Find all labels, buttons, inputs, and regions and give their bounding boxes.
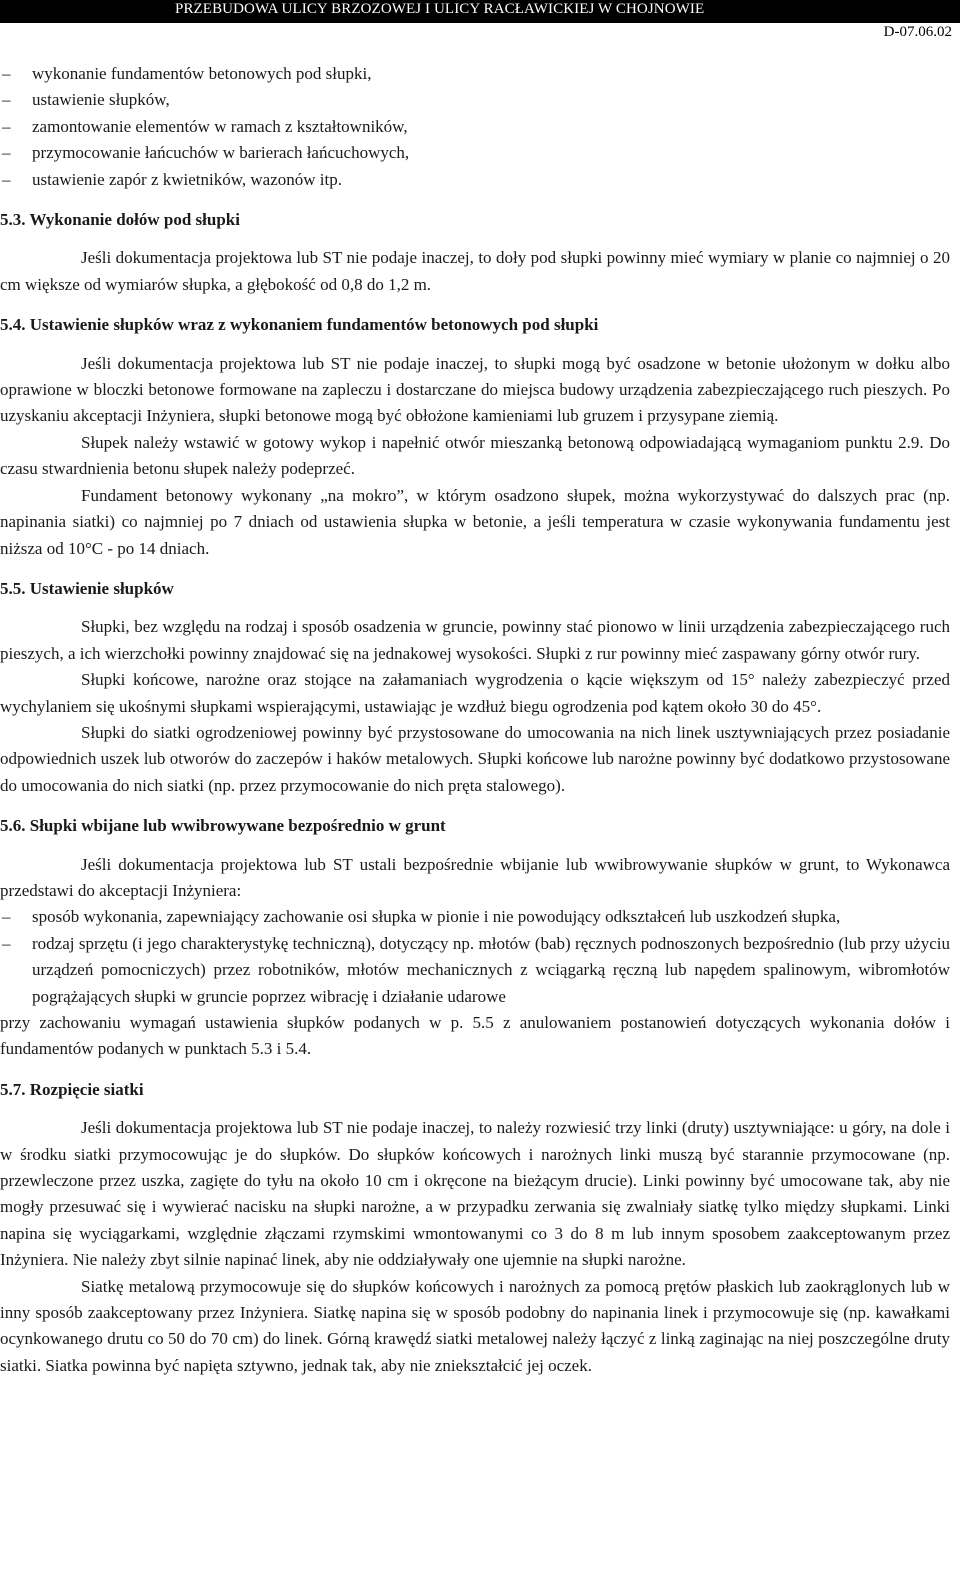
paragraph: Słupek należy wstawić w gotowy wykop i napełnić otwór mieszanką betonową odpowiadającą wymaganiom punktu 2.9. Do czasu stwardnienia betonu słupek należy podeprzeć. xyxy=(0,432,950,479)
paragraph: Jeśli dokumentacja projektowa lub ST nie podaje inaczej, to doły pod słupki powinny mieć wymiary w planie co najmniej o 20 cm większe od wymiarów słupka, a głębokość od 0,8 do 1,2 m. xyxy=(0,248,950,294)
paragraph: Jeśli dokumentacja projektowa lub ST nie podaje inaczej, to należy rozwiesić trzy linki (druty) usztywniające: u góry, na dole i w środku siatki przymocowując je do słupków. Do słupków końcowych i narożnych linki muszą być starannie przymocowane (np. przewleczone przez uszka, zagięte do tyłu na około 10 cm i okręcone na bieżącym drucie). Linki powinny być umocowane tak, aby nie mogły przesuwać się i wywierać nacisku na słupki narożne, a w przypadku zerwania się zwalniały siatkę tylko między słupkami. Linki napina się wyciągarkami, względnie złączami rzymskimi wmontowanymi co 3 do 8 m lub innym sposobem zaakceptowanym przez Inżyniera. Nie należy zbyt silnie napinać linek, aby nie oddziaływały one ujemnie na słupki narożne. xyxy=(0,1118,950,1270)
section-heading-5-4: 5.4. Ustawienie słupków wraz z wykonaniem fundamentów betonowych pod słupki xyxy=(0,315,599,335)
list-item: – ustawienie zapór z kwietników, wazonów itp. xyxy=(0,167,950,193)
list-item: – ustawienie słupków, xyxy=(0,87,950,113)
document-code: D-07.06.02 xyxy=(883,24,952,40)
paragraph: przy zachowaniu wymagań ustawienia słupków podanych w p. 5.5 z anulowaniem postanowień dotyczących wykonania dołów i fundamentów podanych w punktach 5.3 i 5.4. xyxy=(0,1013,950,1059)
paragraph: Fundament betonowy wykonany „na mokro”, w którym osadzono słupek, można wykorzystywać do dalszych prac (np. napinania siatki) co najmniej po 7 dniach od ustawienia słupka w betonie, a jeśli temperatura w czasie wykonywania fundamentu jest niższa od 10°C - po 14 dniach. xyxy=(0,485,950,558)
list-item: – zamontowanie elementów w ramach z kształtowników, xyxy=(0,114,950,140)
paragraph: Słupki do siatki ogrodzeniowej powinny być przystosowane do umocowania na nich linek usztywniających przez posiadanie odpowiednich uszek lub otworów do zaczepów i haków metalowych. Słupki końcowe lub narożne powinny być dodatkowo przystosowane do umocowania do nich siatki (np. przez przymocowanie do nich pręta stalowego). xyxy=(0,722,950,795)
section-heading-5-5: 5.5. Ustawienie słupków xyxy=(0,578,174,598)
section-heading-5-7: 5.7. Rozpięcie siatki xyxy=(0,1079,144,1099)
document-title: PRZEBUDOWA ULICY BRZOZOWEJ I ULICY RACŁAWICKIEJ W CHOJNOWIE xyxy=(175,1,705,17)
header-bar xyxy=(0,0,960,23)
document-body xyxy=(0,61,950,1379)
paragraph: Słupki końcowe, narożne oraz stojące na załamaniach wygrodzenia o kącie większym od 15° należy zabezpieczyć przed wychylaniem się ukośnymi słupkami wspierającymi, ustawiając je wzdłuż biegu ogrodzenia pod kątem około 30 do 45°. xyxy=(0,670,950,716)
section-heading-5-3: 5.3. Wykonanie dołów pod słupki xyxy=(0,210,240,230)
list-item: – sposób wykonania, zapewniający zachowanie osi słupka w pionie i nie powodujący odkształceń lub uszkodzeń słupka, xyxy=(0,904,950,930)
section-heading-5-6: 5.6. Słupki wbijane lub wwibrowywane bezpośrednio w grunt xyxy=(0,816,446,836)
list-item: – przymocowanie łańcuchów w barierach łańcuchowych, xyxy=(0,140,950,166)
list-item: – wykonanie fundamentów betonowych pod słupki, xyxy=(0,61,950,87)
paragraph: Jeśli dokumentacja projektowa lub ST ustali bezpośrednie wbijanie lub wwibrowywanie słupków w grunt, to Wykonawca przedstawi do akceptacji Inżyniera: xyxy=(0,854,950,900)
paragraph: Siatkę metalową przymocowuje się do słupków końcowych i narożnych za pomocą prętów płaskich lub zaokrąglonych lub w inny sposób zaakceptowany przez Inżyniera. Siatkę napina się w sposób podobny do napinania linek i przymocowuje się (np. kawałkami ocynkowanego drutu co 50 do 70 cm) do linek. Górną krawędź siatki metalowej należy łączyć z linką zaginając na niej poszczególne druty siatki. Siatka powinna być napięta sztywno, jednak tak, aby nie zniekształcić jej oczek. xyxy=(0,1276,950,1375)
list-item: – rodzaj sprzętu (i jego charakterystykę techniczną), dotyczący np. młotów (bab) ręcznych podnoszonych bezpośrednio (lub przy użyciu urządzeń pomocniczych) przez robotników, młotów mechanicznych z wciągarką ręczną lub napędem spalinowym, wibromłotów pogrążających słupki w gruncie poprzez wibrację i działanie udarowe xyxy=(0,931,950,1010)
paragraph: Jeśli dokumentacja projektowa lub ST nie podaje inaczej, to słupki mogą być osadzone w betonie ułożonym w dołku albo oprawione w bloczki betonowe formowane na zapleczu i dostarczane do miejsca budowy urządzenia zabezpieczającego ruch pieszych. Po uzyskaniu akceptacji Inżyniera, słupki betonowe mogą być obłożone kamieniami lub gruzem i przysypane ziemią. xyxy=(0,353,950,426)
paragraph: Słupki, bez względu na rodzaj i sposób osadzenia w gruncie, powinny stać pionowo w linii urządzenia zabezpieczającego ruch pieszych, a ich wierzchołki powinny znajdować się na jednakowej wysokości. Słupki z rur powinny mieć zaspawany górny otwór rury. xyxy=(0,617,950,663)
